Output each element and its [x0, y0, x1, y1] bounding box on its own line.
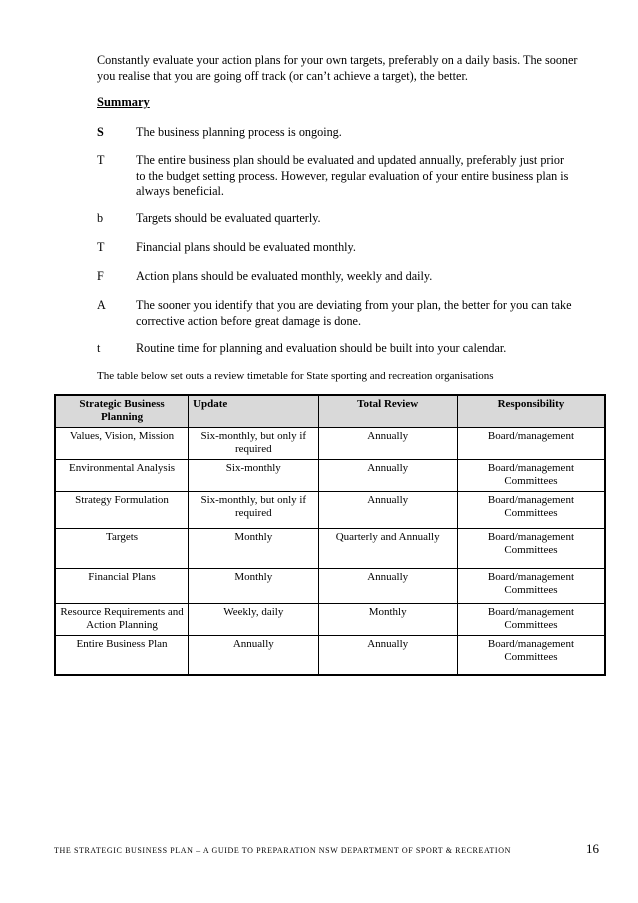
- summary-item-text: The sooner you identify that you are deviating from your plan, the better for you can take corrective action before great damage is done.: [136, 298, 572, 328]
- cell-responsibility: Board/management: [457, 428, 605, 460]
- header-total-review: Total Review: [318, 395, 457, 428]
- table-row: [55, 636, 605, 675]
- table-row: [55, 492, 605, 529]
- cell-total-review: Annually: [318, 460, 457, 492]
- summary-item-letter: S: [97, 125, 104, 139]
- header-update: Update: [189, 395, 318, 428]
- cell-total-review: Annually: [318, 569, 457, 604]
- summary-item-letter: T: [97, 153, 105, 167]
- cell-responsibility: Board/management Committees: [457, 569, 605, 604]
- cell-total-review: Annually: [318, 636, 457, 675]
- cell-planning-area: Environmental Analysis: [55, 460, 189, 492]
- cell-total-review: Annually: [318, 428, 457, 460]
- cell-update: Six-monthly, but only if required: [189, 492, 318, 529]
- summary-item-text: Targets should be evaluated quarterly.: [136, 211, 321, 225]
- review-timetable: [54, 394, 606, 676]
- cell-responsibility: Board/management Committees: [457, 636, 605, 675]
- footer-title: THE STRATEGIC BUSINESS PLAN – A GUIDE TO PREPARATION NSW DEPARTMENT OF SPORT & RECREATION: [54, 846, 511, 855]
- header-strategic-business-planning: Strategic Business Planning: [55, 395, 189, 428]
- header-responsibility: Responsibility: [457, 395, 605, 428]
- cell-responsibility: Board/management Committees: [457, 604, 605, 636]
- table-row: [55, 428, 605, 460]
- cell-total-review: Monthly: [318, 604, 457, 636]
- table-header-row: [55, 395, 605, 428]
- summary-item-text: Financial plans should be evaluated monthly.: [136, 240, 356, 254]
- intro-paragraph: Constantly evaluate your action plans for your own targets, preferably on a daily basis. The sooner you realise that you are going off track (or can’t achieve a target), the better.: [97, 53, 578, 83]
- cell-responsibility: Board/management Committees: [457, 492, 605, 529]
- cell-update: Six-monthly: [189, 460, 318, 492]
- summary-item-text: Routine time for planning and evaluation should be built into your calendar.: [136, 341, 507, 355]
- table-row: [55, 604, 605, 636]
- cell-update: Six-monthly, but only if required: [189, 428, 318, 460]
- summary-item-letter: F: [97, 269, 104, 283]
- cell-update: Weekly, daily: [189, 604, 318, 636]
- cell-planning-area: Resource Requirements and Action Planning: [55, 604, 189, 636]
- cell-planning-area: Targets: [55, 529, 189, 569]
- summary-item-text: Action plans should be evaluated monthly, weekly and daily.: [136, 269, 433, 283]
- summary-item-letter: b: [97, 211, 104, 225]
- cell-update: Annually: [189, 636, 318, 675]
- summary-item-letter: T: [97, 240, 105, 254]
- table-row: [55, 529, 605, 569]
- cell-update: Monthly: [189, 569, 318, 604]
- page-number: 16: [586, 841, 599, 856]
- cell-responsibility: Board/management Committees: [457, 529, 605, 569]
- summary-item-text: The business planning process is ongoing.: [136, 125, 342, 139]
- cell-planning-area: Values, Vision, Mission: [55, 428, 189, 460]
- cell-planning-area: Financial Plans: [55, 569, 189, 604]
- cell-update: Monthly: [189, 529, 318, 569]
- table-intro: The table below set outs a review timetable for State sporting and recreation organisations: [97, 370, 494, 382]
- summary-item-letter: t: [97, 341, 101, 355]
- summary-item-letter: A: [97, 298, 106, 312]
- cell-planning-area: Strategy Formulation: [55, 492, 189, 529]
- cell-responsibility: Board/management Committees: [457, 460, 605, 492]
- table-row: [55, 569, 605, 604]
- summary-heading: Summary: [97, 95, 150, 109]
- cell-total-review: Annually: [318, 492, 457, 529]
- table-row: [55, 460, 605, 492]
- cell-planning-area: Entire Business Plan: [55, 636, 189, 675]
- summary-item-text: The entire business plan should be evaluated and updated annually, preferably just prior to the budget setting process. However, regular evaluation of your entire business plan is always beneficial.: [136, 153, 569, 198]
- cell-total-review: Quarterly and Annually: [318, 529, 457, 569]
